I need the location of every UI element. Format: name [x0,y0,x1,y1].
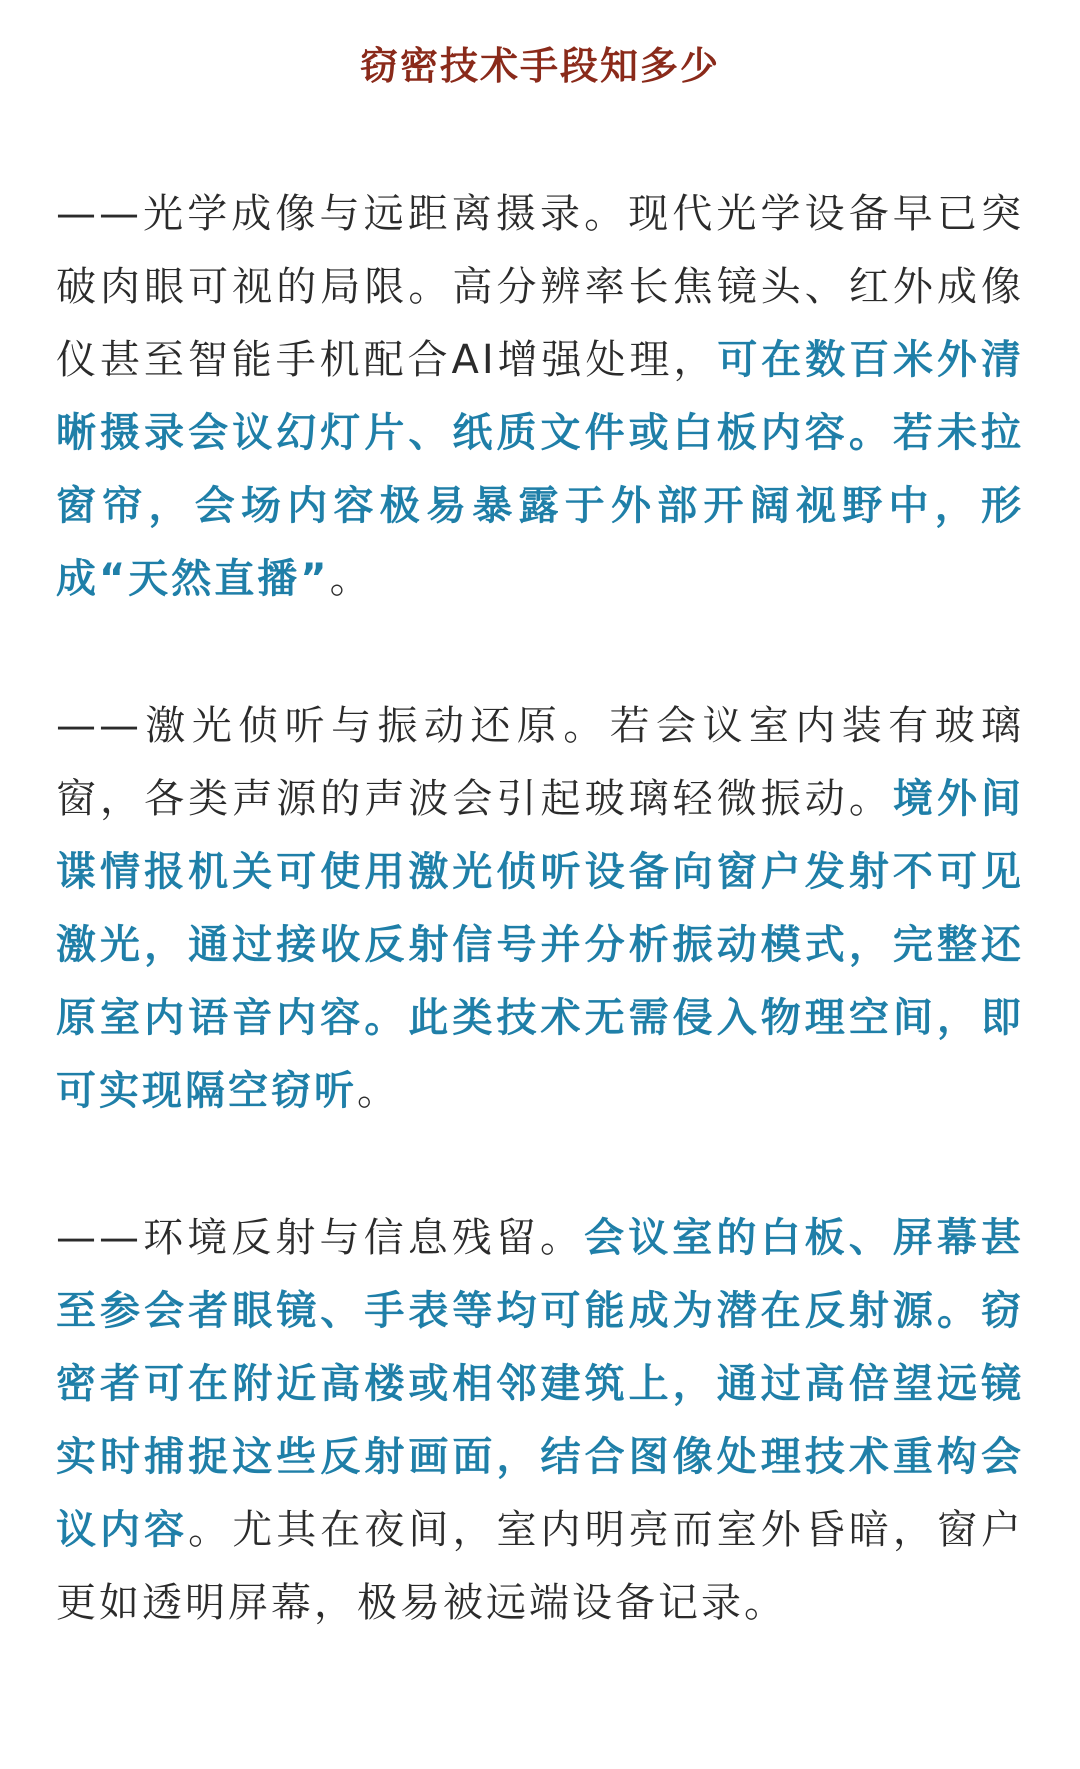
paragraph-lead-text: ——激光侦听与振动还原。若会议室内装有玻璃窗，各类声源的声波会引起玻璃轻微振动。 [56,703,1024,822]
paragraph-tail-text: 。 [357,1068,400,1114]
paragraph-highlight-text: 可在数百米外清晰摄录会议幻灯片、纸质文件或白板内容。若未拉窗帘，会场内容极易暴露于外部开阔视野中，形成“天然直播” [56,337,1024,602]
paragraph-tail-text: 。尤其在夜间，室内明亮而室外昏暗，窗户更如透明屏幕，极易被远端设备记录。 [56,1507,1025,1626]
paragraph-laser-eavesdropping [56,690,1024,1128]
paragraph-highlight-text: 境外间谍情报机关可使用激光侦听设备向窗户发射不可见激光，通过接收反射信号并分析振动模式，完整还原室内语音内容。此类技术无需侵入物理空间，即可实现隔空窃听 [56,776,1025,1114]
paragraph-lead-text: ——光学成像与远距离摄录。现代光学设备早已突破肉眼可视的局限。高分辨率长焦镜头、红外成像仪甚至智能手机配合AI增强处理， [56,191,1024,383]
paragraph-highlight-text: 会议室的白板、屏幕甚至参会者眼镜、手表等均可能成为潜在反射源。窃密者可在附近高楼或相邻建筑上，通过高倍望远镜实时捕捉这些反射画面，结合图像处理技术重构会议内容 [56,1215,1025,1553]
article-title: 窃密技术手段知多少 [359,44,720,88]
paragraph-tail-text: 。 [329,556,373,602]
paragraph-optical-imaging [56,178,1024,616]
paragraph-lead-text: ——环境反射与信息残留。 [56,1215,585,1261]
paragraph-environment-reflection [56,1202,1024,1640]
